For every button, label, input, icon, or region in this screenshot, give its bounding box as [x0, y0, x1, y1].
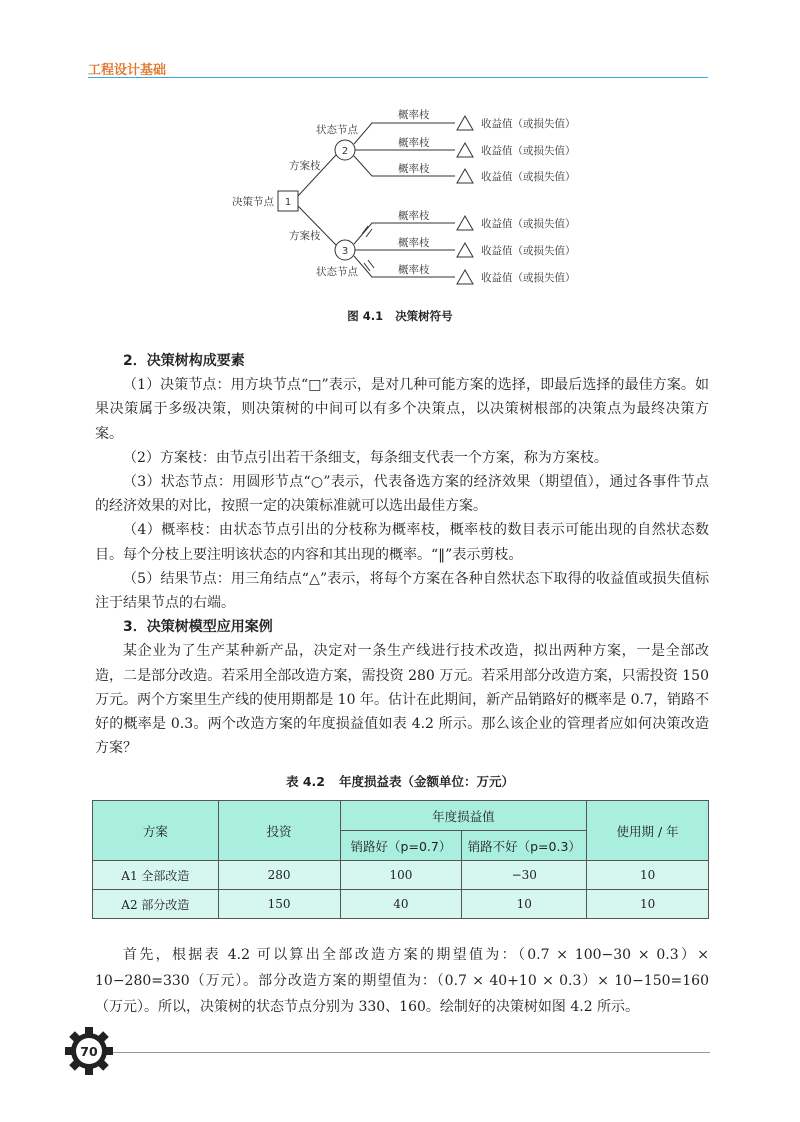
table-caption: [0, 772, 800, 790]
cell-scheme: A1 全部改造: [93, 861, 219, 890]
header-divider: [88, 77, 708, 78]
cell-bad: −30: [462, 861, 587, 890]
paragraph-probability-branch: （4）概率枝：由状态节点引出的分枝称为概率枝，概率枝的数目表示可能出现的自然状态数目。每个分枝上要注明该状态的内容和其出现的概率。“‖”表示剪枝。: [95, 522, 709, 563]
cell-period: 10: [587, 861, 709, 890]
header-scheme: 方案: [93, 801, 219, 861]
cell-investment: 280: [218, 861, 340, 890]
cell-period: 10: [587, 890, 709, 919]
scheme-branch-label-lower: 方案枝: [289, 230, 321, 242]
probability-label-3: 概率枝: [398, 163, 430, 175]
header-annual-value: 年度损益值: [340, 801, 587, 831]
state-node-label-lower: 状态节点: [316, 266, 358, 278]
cell-scheme: A2 部分改造: [93, 890, 219, 919]
paragraph-scheme-branch: （2）方案枝：由节点引出若干条细支，每条细支代表一个方案，称为方案枝。: [123, 449, 608, 466]
decision-tree-diagram: [0, 95, 800, 300]
paragraph-decision-node: （1）决策节点：用方块节点“□”表示，是对几种可能方案的选择，即最后选择的最佳方案。如果决策属于多级决策，则决策树的中间可以有多个决策点，以决策树根部的决策点为最终决策方案。: [95, 377, 709, 442]
table-row: [93, 890, 709, 919]
section-heading-case: 3．决策树模型应用案例: [123, 619, 273, 636]
result-label-6: 收益值（或损失值）: [481, 272, 576, 284]
probability-label-2: 概率枝: [398, 137, 430, 149]
decision-node-label: 决策节点: [232, 196, 274, 208]
running-header-title: 工程设计基础: [88, 63, 167, 78]
result-triangles: [457, 116, 473, 284]
result-label-5: 收益值（或损失值）: [481, 245, 576, 257]
footer-divider: [100, 1052, 710, 1053]
probability-label-5: 概率枝: [398, 237, 430, 249]
figure-caption: [0, 308, 800, 324]
state-node-label-upper: 状态节点: [316, 124, 358, 136]
cell-bad: 10: [462, 890, 587, 919]
result-label-3: 收益值（或损失值）: [481, 171, 576, 183]
probability-label-1: 概率枝: [398, 109, 430, 121]
paragraph-result-node: （5）结果节点：用三角结点“△”表示，将每个方案在各种自然状态下取得的收益值或损失值标注于结果节点的右端。: [95, 570, 709, 612]
cell-investment: 150: [218, 890, 340, 919]
paragraph-conclusion: 首先，根据表 4.2 可以算出全部改造方案的期望值为：（0.7 × 100−30 × 0.3）× 10−280=330（万元）。部分改造方案的期望值为：（0.7 × 40+10 × 0.3）× 10−150=160（万元）。所以，决策树的状态节点分别为 330、160。绘制好的决策树如图 4.2 所示。: [95, 947, 709, 1015]
header-good-sales: 销路好（p=0.7）: [340, 831, 462, 861]
paragraph-state-node: （3）状态节点：用圆形节点“○”表示，代表备选方案的经济效果（期望值），通过各事件节点的经济效果的对比，按照一定的决策标准就可以选出最佳方案。: [95, 474, 709, 515]
decision-node-number: 1: [284, 197, 292, 208]
figure-caption-title: 决策树符号: [395, 309, 453, 323]
body-text: [95, 349, 709, 760]
page-number: 70: [80, 1044, 98, 1059]
section-heading-components: 2．决策树构成要素: [123, 353, 245, 369]
annual-value-table: [92, 800, 709, 919]
header-investment: 投资: [218, 801, 340, 861]
result-label-1: 收益值（或损失值）: [481, 118, 576, 130]
cell-good: 40: [340, 890, 462, 919]
header-period: 使用期 / 年: [587, 801, 709, 861]
result-label-4: 收益值（或损失值）: [481, 218, 576, 230]
result-label-2: 收益值（或损失值）: [481, 145, 576, 157]
table-caption-number: 表 4.2: [285, 774, 325, 789]
probability-label-6: 概率枝: [398, 264, 430, 276]
probability-label-4: 概率枝: [398, 210, 430, 222]
table-caption-title: 年度损益表（金额单位：万元）: [338, 774, 514, 789]
state-node-number-3: 3: [341, 246, 349, 257]
paragraph-case: 某企业为了生产某种新产品，决定对一条生产线进行技术改造，拟出两种方案，一是全部改造，二是部分改造。若采用全部改造方案，需投资 280 万元。若采用部分改造方案，只需投资 150 万元。两个方案里生产线的使用期都是 10 年。估计在此期间，新产品销路好的概率是 0.7，销路不好的概率是 0.3。两个改造方案的年度损益值如表 4.2 所示。那么该企业的管理者应如何决策改造方案？: [95, 643, 709, 757]
header-bad-sales: 销路不好（p=0.3）: [462, 831, 587, 861]
state-node-number-2: 2: [341, 146, 349, 157]
scheme-branch-label-upper: 方案枝: [289, 160, 321, 172]
table-row: [93, 861, 709, 890]
figure-caption-number: 图 4.1: [347, 309, 384, 323]
cell-good: 100: [340, 861, 462, 890]
